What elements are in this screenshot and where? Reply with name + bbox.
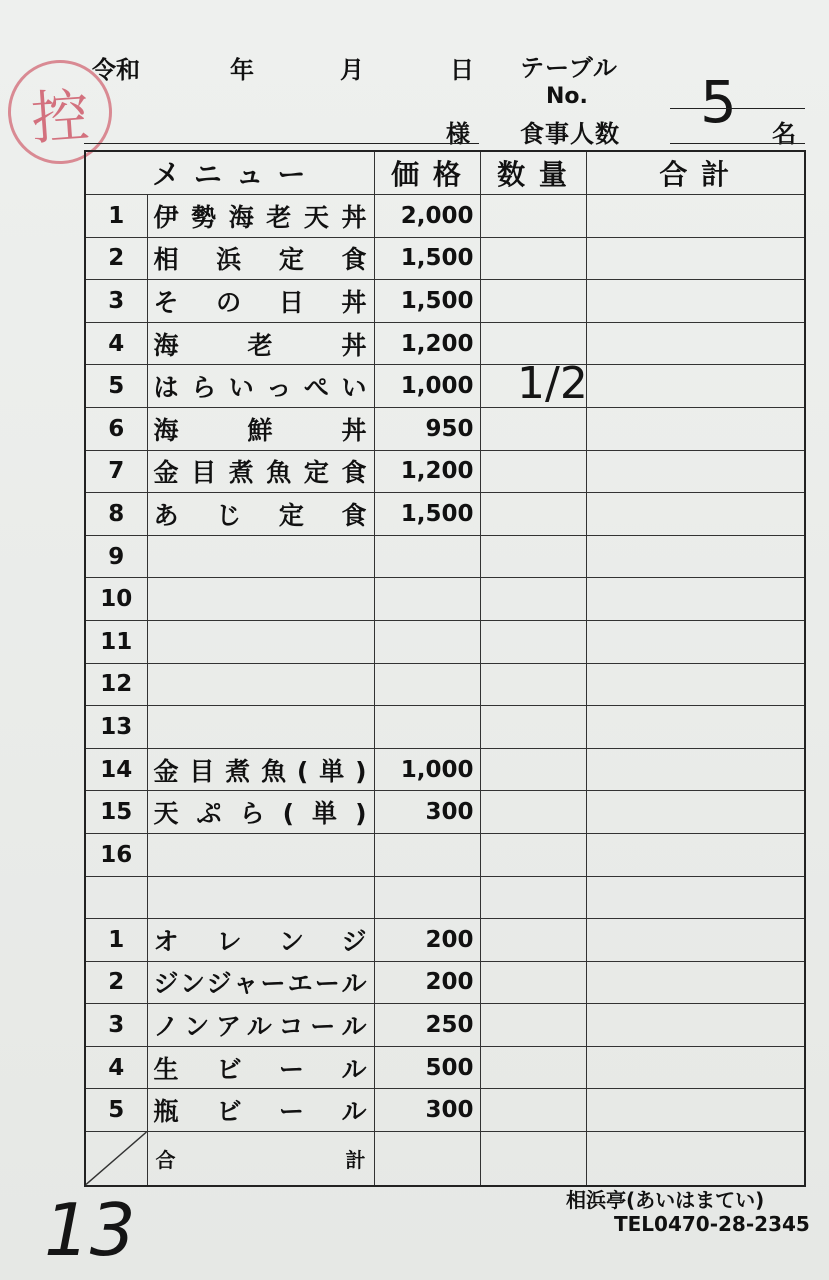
total-label-right: 計	[345, 1147, 366, 1172]
menu-item-price: 1,200	[374, 322, 480, 365]
line-total-cell	[586, 620, 805, 663]
menu-item-price	[374, 620, 480, 663]
diners-underline	[670, 143, 805, 144]
menu-item-name	[147, 1089, 374, 1132]
diners-unit: 名	[772, 120, 796, 148]
line-total-cell	[586, 919, 805, 962]
line-total-cell	[586, 833, 805, 876]
menu-item-text: あじ定食	[153, 500, 368, 530]
menu-item-price: 250	[374, 1004, 480, 1047]
shop-name: 相浜亭(あいはまてい)	[566, 1188, 765, 1212]
col-qty: 数 量	[480, 151, 586, 195]
year-label: 年	[230, 56, 254, 84]
menu-item-name	[147, 961, 374, 1004]
line-total-cell	[586, 237, 805, 280]
line-total-cell	[586, 1089, 805, 1132]
menu-item-price	[374, 876, 480, 919]
menu-item-text: ジンジャーエール	[153, 969, 368, 999]
row-number: 6	[85, 407, 147, 450]
menu-item-price: 1,500	[374, 280, 480, 323]
line-total-cell	[586, 1004, 805, 1047]
qty-cell	[480, 535, 586, 578]
menu-item-text: 瓶ビール	[153, 1097, 368, 1127]
qty-cell	[480, 791, 586, 834]
line-total-cell	[586, 407, 805, 450]
qty-cell	[480, 195, 586, 238]
handwritten-qty-text: 1/2	[517, 358, 588, 409]
qty-cell	[480, 578, 586, 621]
line-total-cell	[586, 280, 805, 323]
line-total-cell	[586, 365, 805, 408]
day-label: 日	[450, 56, 474, 84]
line-total-cell	[586, 663, 805, 706]
row-number: 3	[85, 1004, 147, 1047]
table-row	[85, 322, 805, 365]
total-label-cell	[147, 1132, 374, 1186]
menu-item-text: 天ぷら(単)	[153, 799, 368, 829]
menu-item-name	[147, 706, 374, 749]
menu-item-name	[147, 322, 374, 365]
qty-cell	[480, 407, 586, 450]
menu-item-price	[374, 833, 480, 876]
row-number: 15	[85, 791, 147, 834]
qty-cell	[480, 1046, 586, 1089]
menu-item-name	[147, 535, 374, 578]
row-number: 9	[85, 535, 147, 578]
total-slash-cell	[85, 1132, 147, 1186]
era-label: 令和	[92, 56, 140, 84]
qty-cell	[480, 620, 586, 663]
table-row	[85, 833, 805, 876]
row-number: 2	[85, 961, 147, 1004]
menu-item-name	[147, 919, 374, 962]
menu-item-price: 200	[374, 961, 480, 1004]
table-no-label: No.	[546, 84, 588, 109]
total-price-cell	[374, 1132, 480, 1186]
table-row	[85, 365, 805, 408]
menu-item-price: 300	[374, 791, 480, 834]
menu-item-name	[147, 791, 374, 834]
line-total-cell	[586, 1046, 805, 1089]
line-total-cell	[586, 535, 805, 578]
row-number: 2	[85, 237, 147, 280]
line-total-cell	[586, 322, 805, 365]
menu-item-name	[147, 1046, 374, 1089]
menu-item-price	[374, 706, 480, 749]
menu-item-price: 500	[374, 1046, 480, 1089]
qty-cell	[480, 237, 586, 280]
row-number: 11	[85, 620, 147, 663]
header-row	[85, 151, 805, 195]
table-row	[85, 535, 805, 578]
row-number: 10	[85, 578, 147, 621]
diners-count-handwritten: 5	[700, 68, 737, 136]
table-no-underline	[670, 108, 805, 109]
table-row	[85, 493, 805, 536]
menu-item-price	[374, 535, 480, 578]
menu-item-price: 1,500	[374, 493, 480, 536]
row-number: 3	[85, 280, 147, 323]
menu-item-name	[147, 833, 374, 876]
row-number: 13	[85, 706, 147, 749]
line-total-cell	[586, 791, 805, 834]
qty-cell	[480, 748, 586, 791]
menu-item-text: 相浜定食	[153, 245, 368, 275]
qty-cell	[480, 1004, 586, 1047]
menu-item-name	[147, 407, 374, 450]
line-total-cell	[586, 961, 805, 1004]
row-number: 1	[85, 195, 147, 238]
table-row	[85, 578, 805, 621]
menu-item-name	[147, 748, 374, 791]
menu-item-name	[147, 876, 374, 919]
row-number: 4	[85, 322, 147, 365]
table-row	[85, 748, 805, 791]
qty-cell	[480, 919, 586, 962]
menu-item-text: 生ビール	[153, 1054, 368, 1084]
menu-item-name	[147, 195, 374, 238]
line-total-cell	[586, 876, 805, 919]
menu-item-price: 2,000	[374, 195, 480, 238]
menu-item-text: 金目煮魚(単)	[153, 756, 368, 786]
table-row	[85, 450, 805, 493]
qty-cell	[480, 706, 586, 749]
qty-cell	[480, 493, 586, 536]
menu-item-price: 1,500	[374, 237, 480, 280]
row-number: 5	[85, 1089, 147, 1132]
table-row	[85, 961, 805, 1004]
qty-cell	[480, 833, 586, 876]
table-row	[85, 1004, 805, 1047]
menu-item-price: 1,000	[374, 365, 480, 408]
row-number	[85, 876, 147, 919]
menu-item-name	[147, 237, 374, 280]
table-row	[85, 706, 805, 749]
col-price: 価 格	[374, 151, 480, 195]
diagonal-slash	[86, 1132, 147, 1185]
line-total-cell	[586, 578, 805, 621]
total-label-left: 合	[155, 1147, 176, 1172]
table-row	[85, 620, 805, 663]
menu-item-price: 300	[374, 1089, 480, 1132]
shop-tel: TEL0470-28-2345	[614, 1212, 810, 1236]
menu-item-name	[147, 365, 374, 408]
menu-item-price: 200	[374, 919, 480, 962]
row-number: 8	[85, 493, 147, 536]
row-number: 4	[85, 1046, 147, 1089]
month-label: 月	[340, 56, 364, 84]
handwritten-qty	[517, 358, 588, 409]
sama-label: 様	[446, 120, 470, 148]
menu-item-text: オレンジ	[153, 926, 368, 956]
table-row	[85, 237, 805, 280]
menu-item-price: 1,000	[374, 748, 480, 791]
table-row	[85, 195, 805, 238]
qty-cell	[480, 876, 586, 919]
row-number: 1	[85, 919, 147, 962]
line-total-cell	[586, 450, 805, 493]
table-row	[85, 280, 805, 323]
menu-item-name	[147, 280, 374, 323]
menu-item-price	[374, 663, 480, 706]
handwritten-number: 13	[44, 1188, 136, 1272]
row-number: 12	[85, 663, 147, 706]
menu-item-price	[374, 578, 480, 621]
qty-cell	[480, 280, 586, 323]
line-total-cell	[586, 748, 805, 791]
total-qty-cell	[480, 1132, 586, 1186]
menu-item-price: 1,200	[374, 450, 480, 493]
menu-item-text: その日丼	[153, 287, 368, 317]
line-total-cell	[586, 706, 805, 749]
menu-item-name	[147, 663, 374, 706]
table-row	[85, 1046, 805, 1089]
menu-item-name	[147, 620, 374, 663]
menu-item-price: 950	[374, 407, 480, 450]
table-label: テーブル	[520, 54, 618, 82]
col-total: 合 計	[586, 151, 805, 195]
total-row	[85, 1132, 805, 1186]
grand-total-cell	[586, 1132, 805, 1186]
order-table	[84, 150, 806, 1187]
menu-item-name	[147, 450, 374, 493]
qty-cell	[480, 663, 586, 706]
menu-item-text: ノンアルコール	[153, 1012, 368, 1042]
row-number: 5	[85, 365, 147, 408]
name-underline	[84, 143, 479, 144]
table-row	[85, 663, 805, 706]
menu-item-text: 伊勢海老天丼	[153, 202, 368, 232]
col-menu: メ ニ ュ ー	[85, 151, 374, 195]
table-row	[85, 919, 805, 962]
menu-item-text: 海老丼	[153, 330, 368, 360]
table-row	[85, 791, 805, 834]
line-total-cell	[586, 493, 805, 536]
table-row	[85, 407, 805, 450]
table-row	[85, 1089, 805, 1132]
menu-item-name	[147, 1004, 374, 1047]
table-row	[85, 876, 805, 919]
menu-item-text: 海鮮丼	[153, 415, 368, 445]
row-number: 7	[85, 450, 147, 493]
menu-item-text: はらいっぺい	[153, 373, 368, 403]
stamp-char: 控	[29, 81, 92, 153]
menu-item-text: 金目煮魚定食	[153, 458, 368, 488]
row-number: 16	[85, 833, 147, 876]
menu-item-name	[147, 578, 374, 621]
menu-item-name	[147, 493, 374, 536]
qty-cell	[480, 450, 586, 493]
diners-label: 食事人数	[520, 120, 620, 148]
row-number: 14	[85, 748, 147, 791]
qty-cell	[480, 1089, 586, 1132]
line-total-cell	[586, 195, 805, 238]
qty-cell	[480, 961, 586, 1004]
